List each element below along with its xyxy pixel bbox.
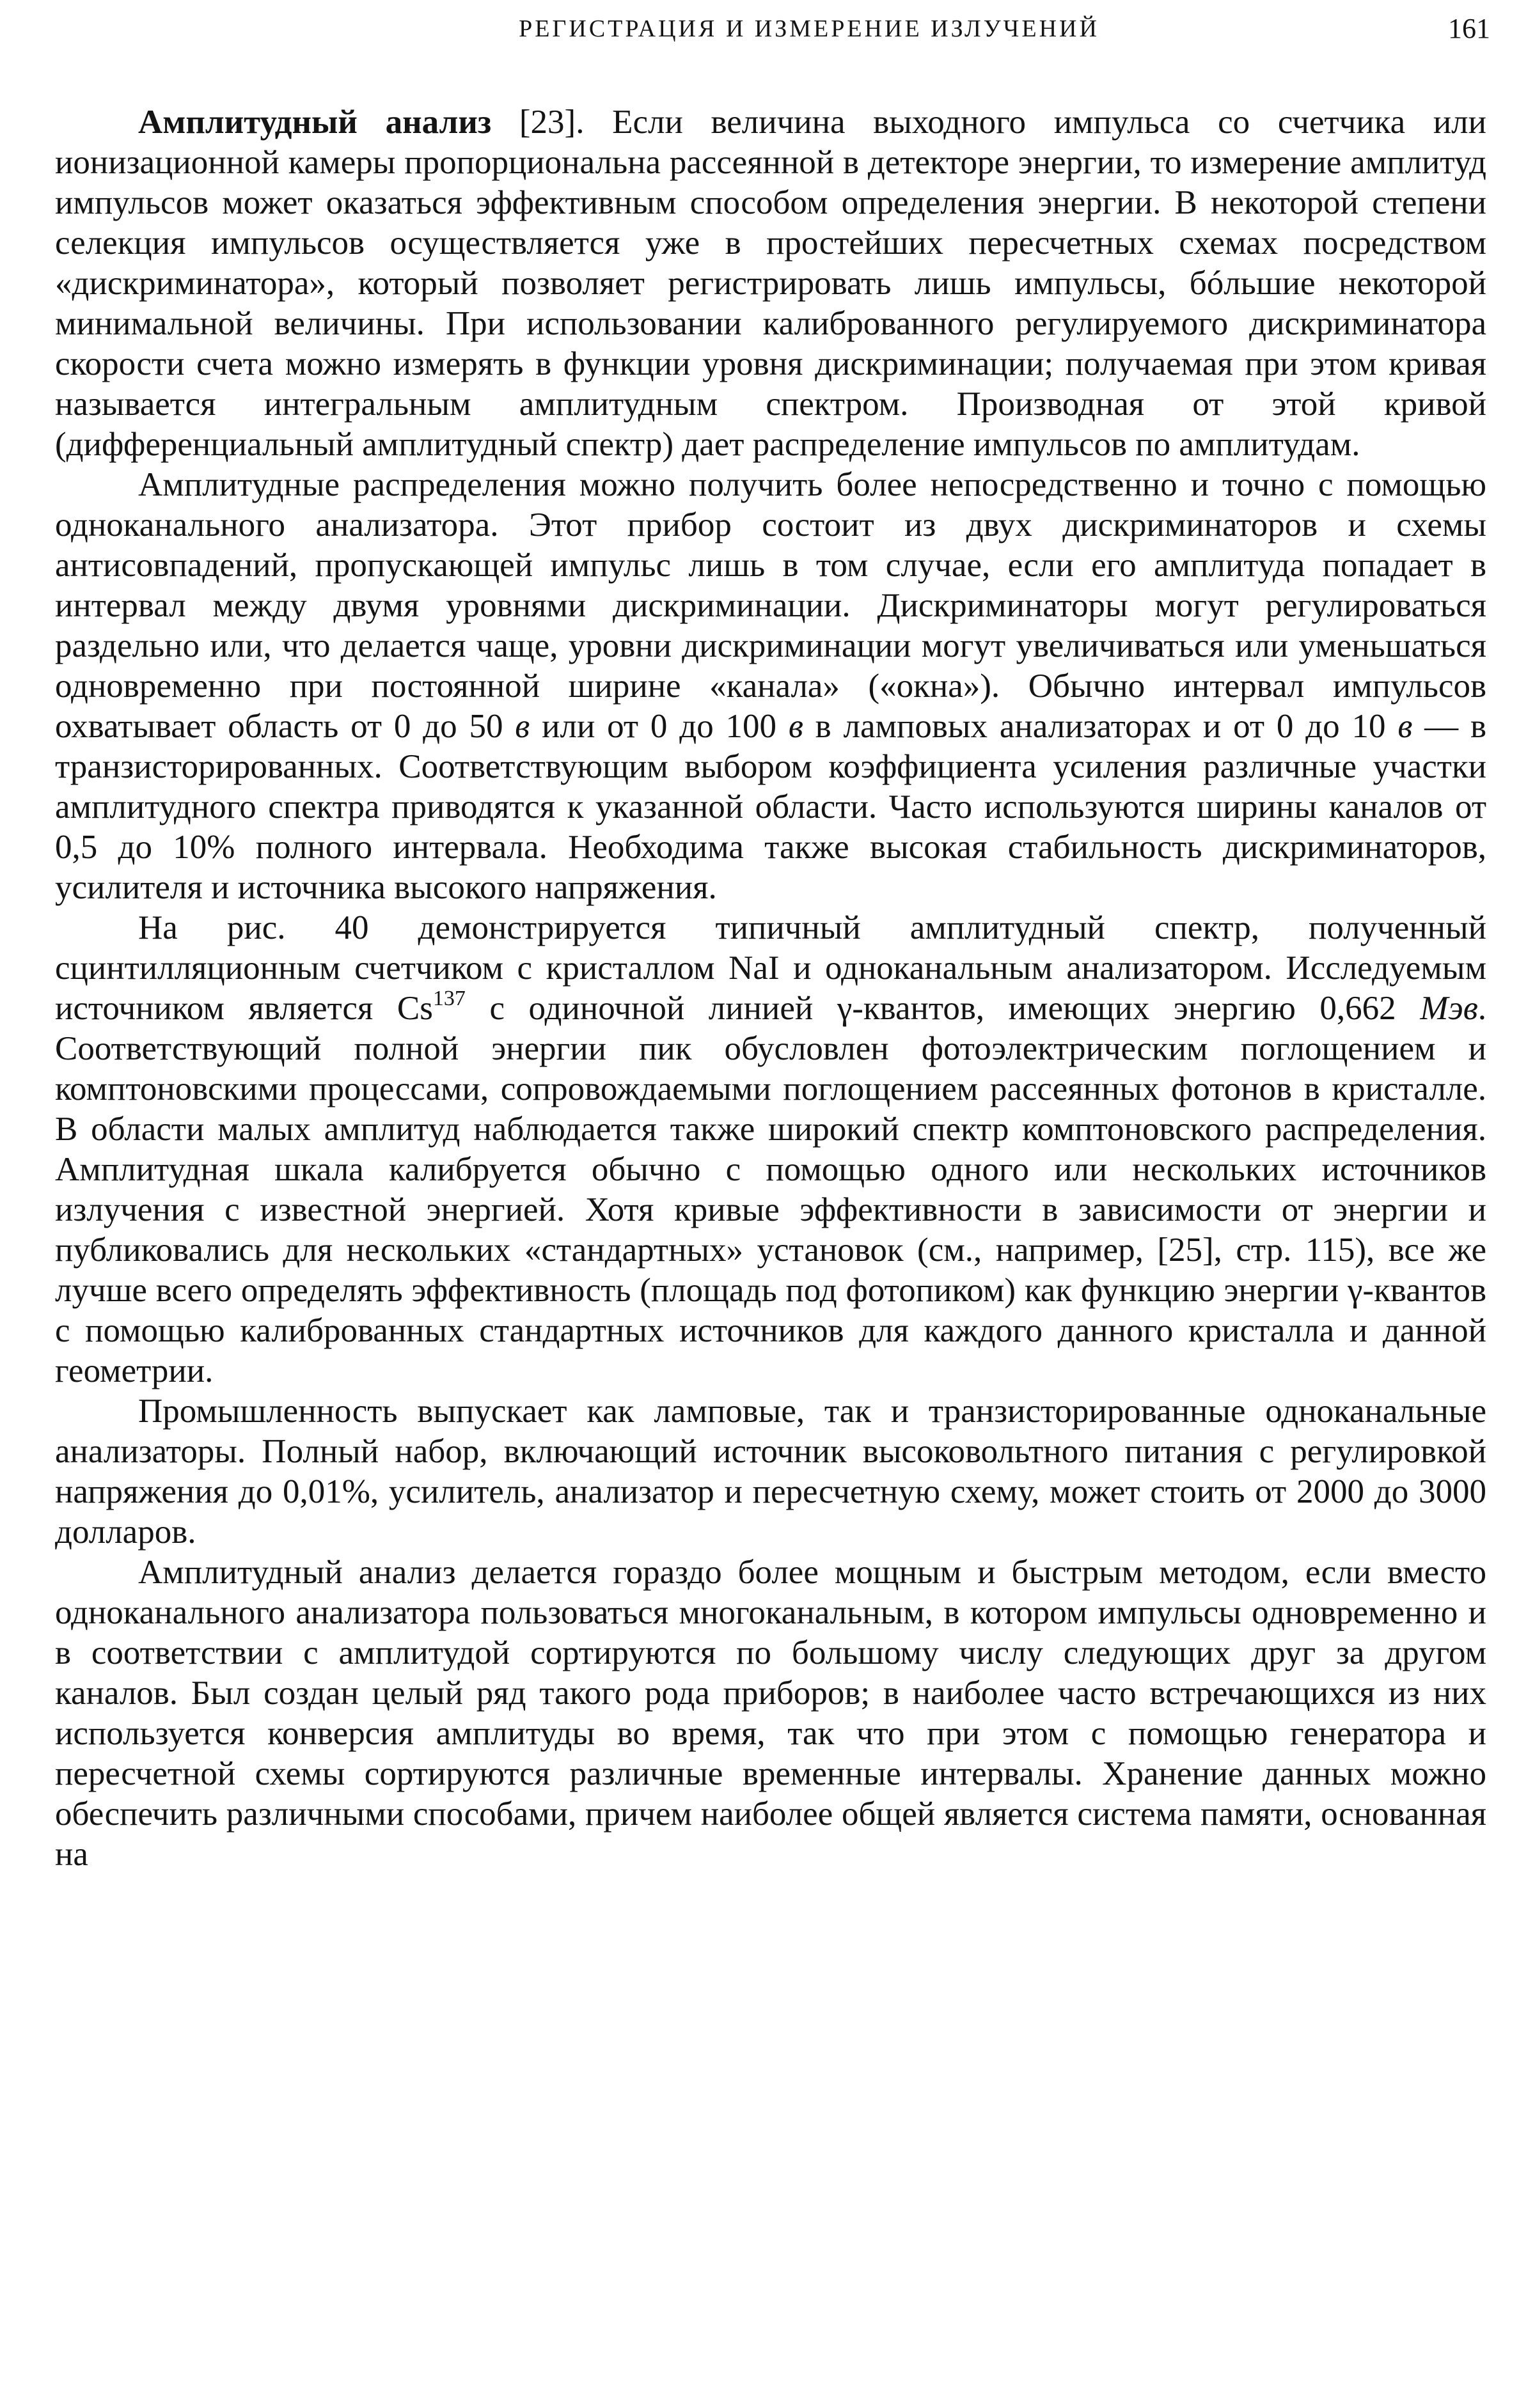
paragraph-text: Промышленность выпускает как ламповые, так и транзисторированные одноканальные анализаторы. Полный набор, включающий источник высоковольтного питания с регулировкой напряжения до 0,01%, усилитель, анализатор и пересчетную схему, может стоить от 2000 до 3000 долларов. <box>55 1393 1486 1551</box>
isotope-mass-number: 137 <box>432 987 466 1010</box>
page-number: 161 <box>1448 13 1490 44</box>
paragraph-amplitude-analysis <box>55 102 1486 465</box>
paragraph-text: На рис. 40 демонстрируется типичный амплитудный спектр, полученный сцинтилляционным счетчиком с кристаллом NaI и одноканальным анализатором. Исследуемым источником является Cs <box>55 909 1486 1027</box>
paragraph-industry <box>55 1391 1486 1552</box>
paragraph-text: — в транзисторированных. Соответствующим выбором коэффициента усиления различные участки амплитудного спектра приводятся к указанной области. Часто используются ширины каналов от 0,5 до 10% полного интервала. Необходима также высокая стабильность дискриминаторов, усилителя и источника высокого напряжения. <box>55 708 1487 906</box>
paragraph-text: с одиночной линией γ-квантов, имеющих энергию 0,662 <box>465 990 1421 1027</box>
paragraph-text: или от 0 до 100 <box>530 708 789 745</box>
unit-mev: Мэв <box>1420 990 1478 1027</box>
unit-volt: в <box>1397 708 1413 745</box>
section-run-in-heading: Амплитудный анализ <box>138 104 492 141</box>
paragraph-text: . Соответствующий полной энергии пик обусловлен фотоэлектрическим поглощением и комптоновскими процессами, сопровождаемыми поглощением рассеянных фотонов в кристалле. В области малых амплитуд наблюдается также широкий спектр комптоновского распределения. Амплитудная шкала калибруется обычно с помощью одного или нескольких источников излучения с известной энергией. Хотя кривые эффективности в зависимости от энергии и публиковались для нескольких «стандартных» установок (см., например, [25], стр. 115), все же лучше всего определять эффективность (площадь под фотопиком) как функцию энергии γ-квантов с помощью калиброванных стандартных источников для каждого данного кристалла и данной геометрии. <box>55 990 1486 1389</box>
paragraph-text: в ламповых анализаторах и от 0 до 10 <box>803 708 1398 745</box>
paragraph-text: Амплитудные распределения можно получить более непосредственно и точно с помощью одноканального анализатора. Этот прибор состоит из двух дискриминаторов и схемы антисовпадений, пропускающей импульс лишь в том случае, если его амплитуда попадает в интервал между двумя уровнями дискриминации. Дискриминаторы могут регулироваться раздельно или, что делается чаще, уровни дискриминации могут увеличиваться или уменьшаться одновременно при постоянной ширине «канала» («окна»). Обычно интервал импульсов охватывает область от 0 до 50 <box>55 466 1486 745</box>
paragraph-single-channel-analyzer <box>55 465 1486 908</box>
paragraph-text: Амплитудный анализ делается гораздо более мощным и быстрым методом, если вместо одноканального анализатора пользоваться многоканальным, в котором импульсы одновременно и в соответствии с амплитудой сортируются по большому числу следующих друг за другом каналов. Был создан целый ряд такого рода приборов; в наиболее часто встречающихся из них используется конверсия амплитуды во время, так что при этом с помощью генератора и пересчетной схемы сортируются различные временные интервалы. Хранение данных можно обеспечить различными способами, причем наиболее общей является система памяти, основанная на <box>55 1554 1486 1873</box>
running-head <box>128 6 1490 51</box>
unit-volt: в <box>788 708 803 745</box>
paragraph-text: [23]. Если величина выходного импульса со счетчика или ионизационной камеры пропорциональна рассеянной в детекторе энергии, то измерение амплитуд импульсов может оказаться эффективным способом определения энергии. В некоторой степени селекция импульсов осуществляется уже в простейших пересчетных схемах посредством «дискриминатора», который позволяет регистрировать лишь импульсы, бóльшие некоторой минимальной величины. При использовании калиброванного регулируемого дискриминатора скорости счета можно измерять в функции уровня дискриминации; получаемая при этом кривая называется интегральным амплитудным спектром. Производная от этой кривой (дифференциальный амплитудный спектр) дает распределение импульсов по амплитудам. <box>55 104 1486 463</box>
paragraph-spectrum-example <box>55 908 1486 1391</box>
paragraph-multichannel-analyzer <box>55 1552 1486 1875</box>
running-title: РЕГИСТРАЦИЯ И ИЗМЕРЕНИЕ ИЗЛУЧЕНИЙ <box>519 15 1099 42</box>
unit-volt: в <box>515 708 530 745</box>
body-text <box>55 102 1486 1875</box>
